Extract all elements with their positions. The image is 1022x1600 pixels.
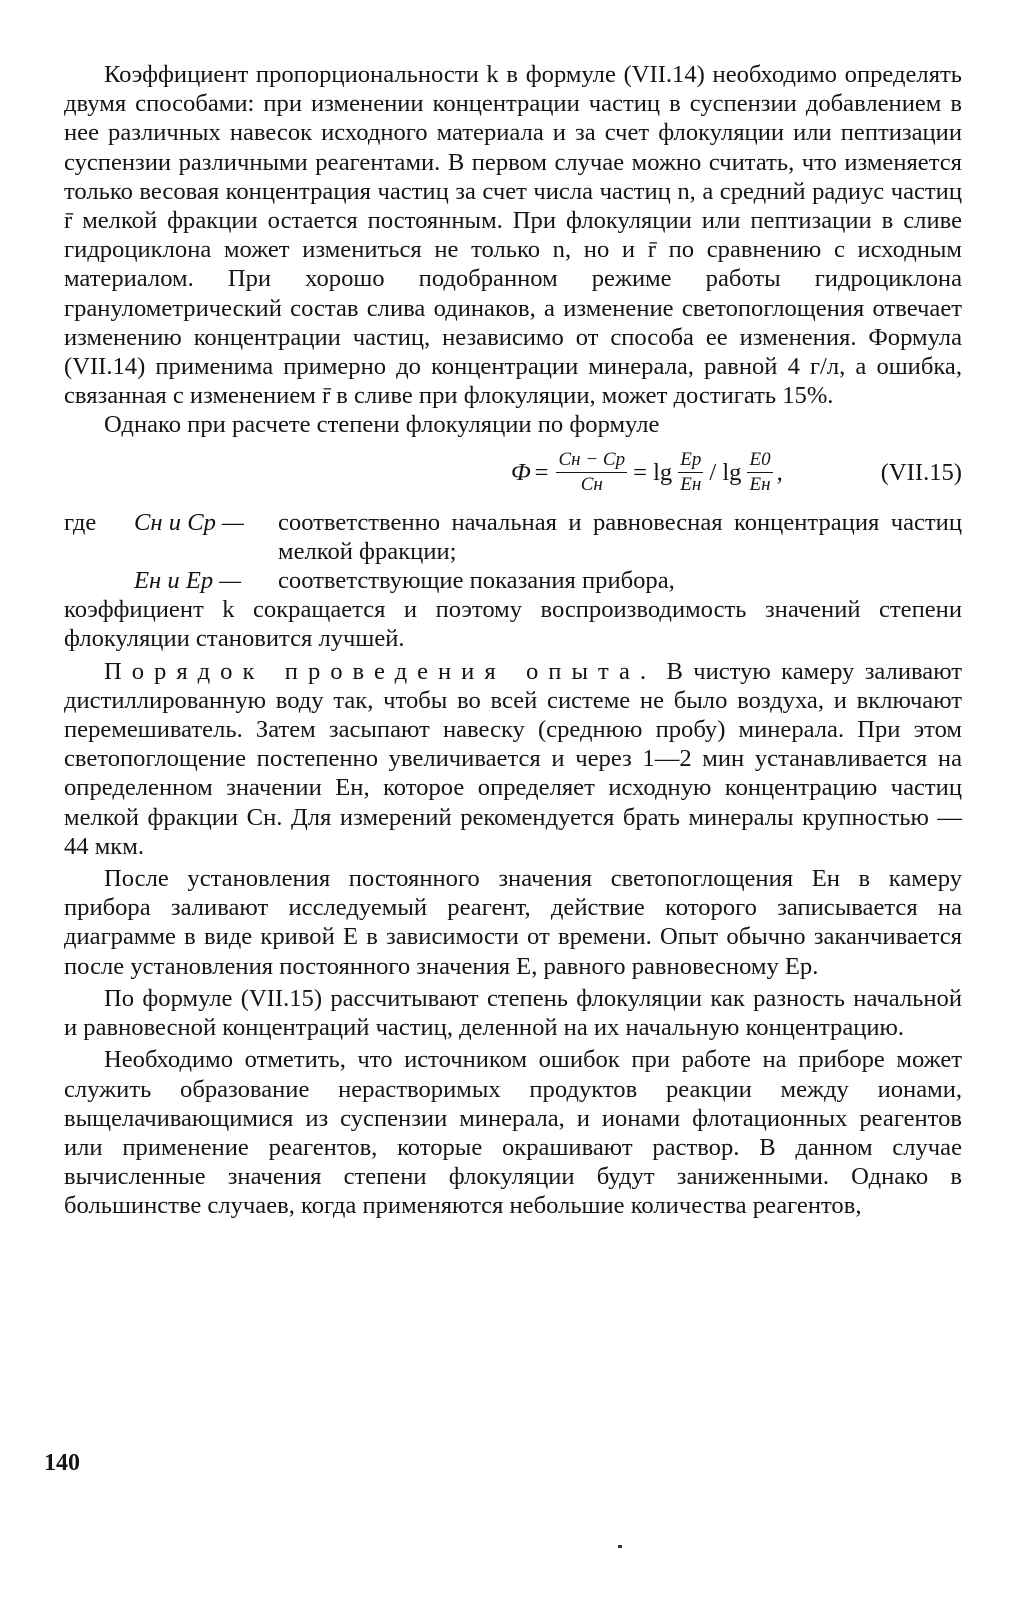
fraction-numerator: Eр xyxy=(678,449,703,473)
paragraph-calculation: По формуле (VII.15) рассчитывают степень флокуляции как разность начальной и равновесной концентраций частиц, деленной на их начальную концентрацию. xyxy=(64,984,962,1042)
legend-label-spacer xyxy=(64,566,134,595)
paragraph-procedure xyxy=(64,657,962,861)
legend-text: соответствующие показания прибора, xyxy=(278,567,675,595)
legend-label: где xyxy=(64,508,97,536)
fraction-denominator: Cн xyxy=(580,474,603,496)
formula-fraction-initial xyxy=(747,449,772,496)
paragraph-coefficient-k: Коэффициент пропорциональности k в формуле (VII.14) необходимо определять двумя способами: при изменении концентрации частиц в суспензии добавлением в нее различных навесок исходного материала и за счет флокуляции или пептизации суспензии различными реагентами. В первом случае можно считать, что изменяется только весовая концентрация частиц за счет числа частиц n, а средний радиус частиц r̄ мелкой фракции остается постоянным. При флокуляции или пептизации в сливе гидроциклона может измениться не только n, но и r̄ по сравнению с исходным материалом. При хорошо подобранном режиме работы гидроциклона гранулометрический состав слива одинаков, а изменение светопоглощения отвечает изменению концентрации частиц, независимо от способа ее изменения. Формула (VII.14) применима примерно до концентрации минерала, равной 4 г/л, а ошибка, связанная с изменением r̄ в сливе при флокуляции, может достигать 15%. xyxy=(64,61,962,410)
formula-lhs: Ф xyxy=(510,459,531,487)
formula-comma: , xyxy=(776,459,783,487)
print-speck xyxy=(618,1545,622,1548)
page-number: 140 xyxy=(44,1450,80,1476)
legend-symbols: Cн и Cр — xyxy=(134,508,244,536)
fraction-numerator: E0 xyxy=(747,449,772,473)
formula-expression xyxy=(511,449,783,496)
formula-equals-lg: = lg xyxy=(633,459,673,487)
formula-equals: = xyxy=(534,459,549,487)
procedure-heading: Порядок проведения опыта. xyxy=(104,657,657,685)
paragraph-error-sources: Необходимо отметить, что источником ошибок при работе на приборе может служить образование нерастворимых продуктов реакции между ионами, выщелачивающимися из суспензии минерала, и ионами флотационных реагентов или применение реагентов, которые окрашивают раствор. В данном случае вычисленные значения степени флокуляции будут заниженными. Однако в большинстве случаев, когда применяются небольшие количества реагентов, xyxy=(64,1046,962,1220)
fraction-denominator: Eн xyxy=(680,474,702,496)
paragraph-flocculation-intro: Однако при расчете степени флокуляции по формуле xyxy=(104,411,660,439)
legend-readings xyxy=(64,566,962,595)
formula-fraction-readings xyxy=(678,449,703,496)
legend-concentration xyxy=(64,508,962,566)
formula-number: (VII.15) xyxy=(880,459,962,487)
paragraph-coefficient-cancels: коэффициент k сокращается и поэтому воспроизводимость значений степени флокуляции становится лучшей. xyxy=(64,596,962,653)
fraction-numerator: Cн − Cр xyxy=(556,449,627,473)
formula-slash-lg: / lg xyxy=(709,459,742,487)
page-content xyxy=(64,60,962,1221)
procedure-text: В чистую камеру заливают дистиллированную воду так, чтобы во всей системе не было воздуха, и включают перемешиватель. Затем засыпают навеску (среднюю пробу) минерала. При этом светопоглощение постепенно увеличивается и через 1—2 мин устанавливается на определенном значении Eн, которое определяет исходную концентрацию частиц мелкой фракции Cн. Для измерений рекомендуется брать минералы крупностью —44 мкм. xyxy=(64,657,962,860)
formula-vii-15 xyxy=(64,444,962,502)
paragraph-reagent-addition: После установления постоянного значения светопоглощения Eн в камеру прибора заливают исследуемый реагент, действие которого записывается на диаграмме в виде кривой E в зависимости от времени. Опыт обычно заканчивается после установления постоянного значения E, равного равновесному Eр. xyxy=(64,865,962,980)
legend-text: соответственно начальная и равновесная концентрация частиц мелкой фракции; xyxy=(278,508,962,565)
legend-symbols: Eн и Eр — xyxy=(134,567,242,595)
formula-fraction-concentration xyxy=(556,449,627,496)
fraction-denominator: Eн xyxy=(749,474,771,496)
